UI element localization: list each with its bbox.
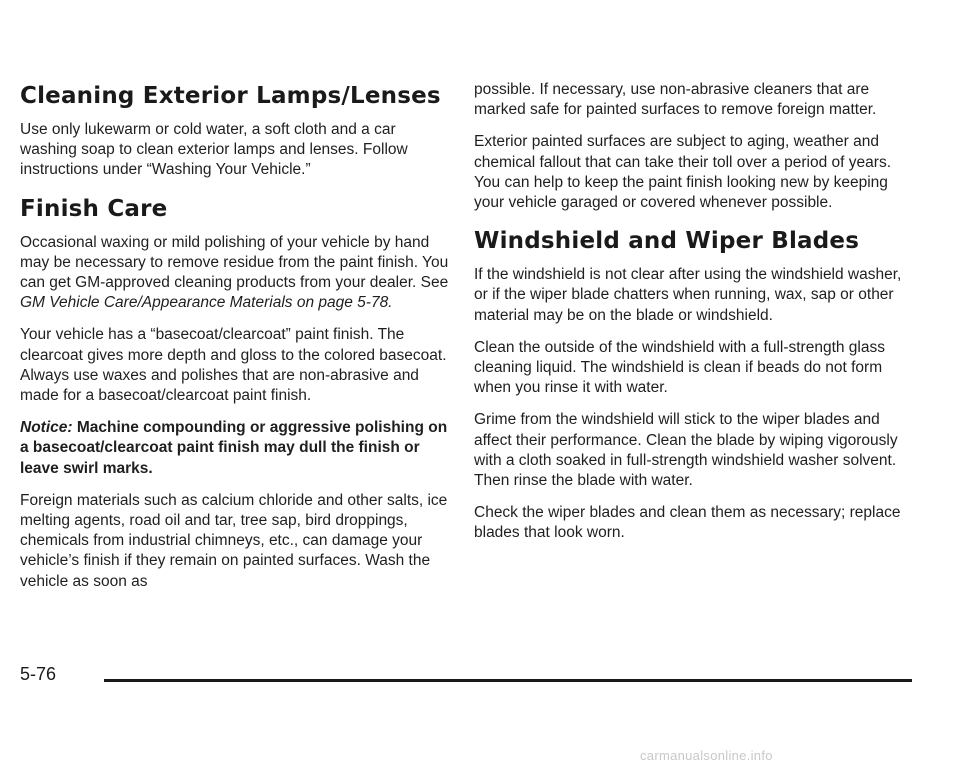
- footer-rule: [104, 679, 912, 682]
- notice-label: Notice:: [20, 419, 73, 437]
- notice-text: Machine compounding or aggressive polishing on a basecoat/clearcoat paint finish may dull the finish or leave swirl marks.: [20, 419, 448, 477]
- paragraph-grime: Grime from the windshield will stick to the wiper blades and affect their performance. Clean the blade by wiping vigorously with a cloth soaked in full-strength windshield washer solvent. Then rinse the blade with water.: [474, 411, 898, 490]
- heading-windshield-wiper-blades: Windshield and Wiper Blades: [474, 228, 860, 255]
- notice-block: [20, 418, 452, 479]
- paragraph-continued: possible. If necessary, use non-abrasive cleaners that are marked safe for painted surfaces to remove foreign matter.: [474, 81, 877, 119]
- left-column: [20, 80, 452, 604]
- paragraph-foreign-materials: Foreign materials such as calcium chloride and other salts, ice melting agents, road oil and tar, tree sap, bird droppings, chemicals from industrial chimneys, etc., can damage your vehicle’s finish if they remain on painted surfaces. Wash the vehicle as soon as: [20, 491, 448, 590]
- paragraph-aging: Exterior painted surfaces are subject to aging, weather and chemical fallout that can take their toll over a period of years. You can help to keep the paint finish looking new by keeping your vehicle garaged or covered whenever possible.: [474, 133, 891, 212]
- cross-reference-link: GM Vehicle Care/Appearance Materials on page 5-78.: [20, 294, 393, 312]
- heading-finish-care: Finish Care: [20, 195, 168, 222]
- page-number: 5-76: [20, 664, 57, 684]
- heading-cleaning-exterior-lamps: Cleaning Exterior Lamps/Lenses: [20, 83, 441, 109]
- paragraph-windshield-not-clear: If the windshield is not clear after using the windshield washer, or if the wiper blade chatters when running, wax, sap or other material may be on the blade or windshield.: [474, 266, 902, 324]
- waxing-text: Occasional waxing or mild polishing of your vehicle by hand may be necessary to remove residue from the paint finish. You can get GM-approved cleaning products from your dealer. See: [20, 233, 449, 292]
- paragraph-basecoat: Your vehicle has a “basecoat/clearcoat” paint finish. The clearcoat gives more depth and gloss to the colored basecoat. Always use waxes and polishes that are non-abrasive and made for a basecoat/clearcoat paint finish.: [20, 326, 447, 405]
- paragraph-clean-outside: Clean the outside of the windshield with a full-strength glass cleaning liquid. The windshield is clean if beads do not form when you rinse it with water.: [474, 338, 885, 397]
- watermark: carmanualsonline.info: [640, 748, 773, 763]
- right-column: [474, 80, 906, 556]
- paragraph-waxing: [20, 233, 452, 314]
- paragraph-lamps-cleaning: Use only lukewarm or cold water, a soft cloth and a car washing soap to clean exterior lamps and lenses. Follow instructions under “Washing Your Vehicle.”: [20, 121, 408, 179]
- paragraph-check-blades: Check the wiper blades and clean them as necessary; replace blades that look worn.: [474, 504, 901, 542]
